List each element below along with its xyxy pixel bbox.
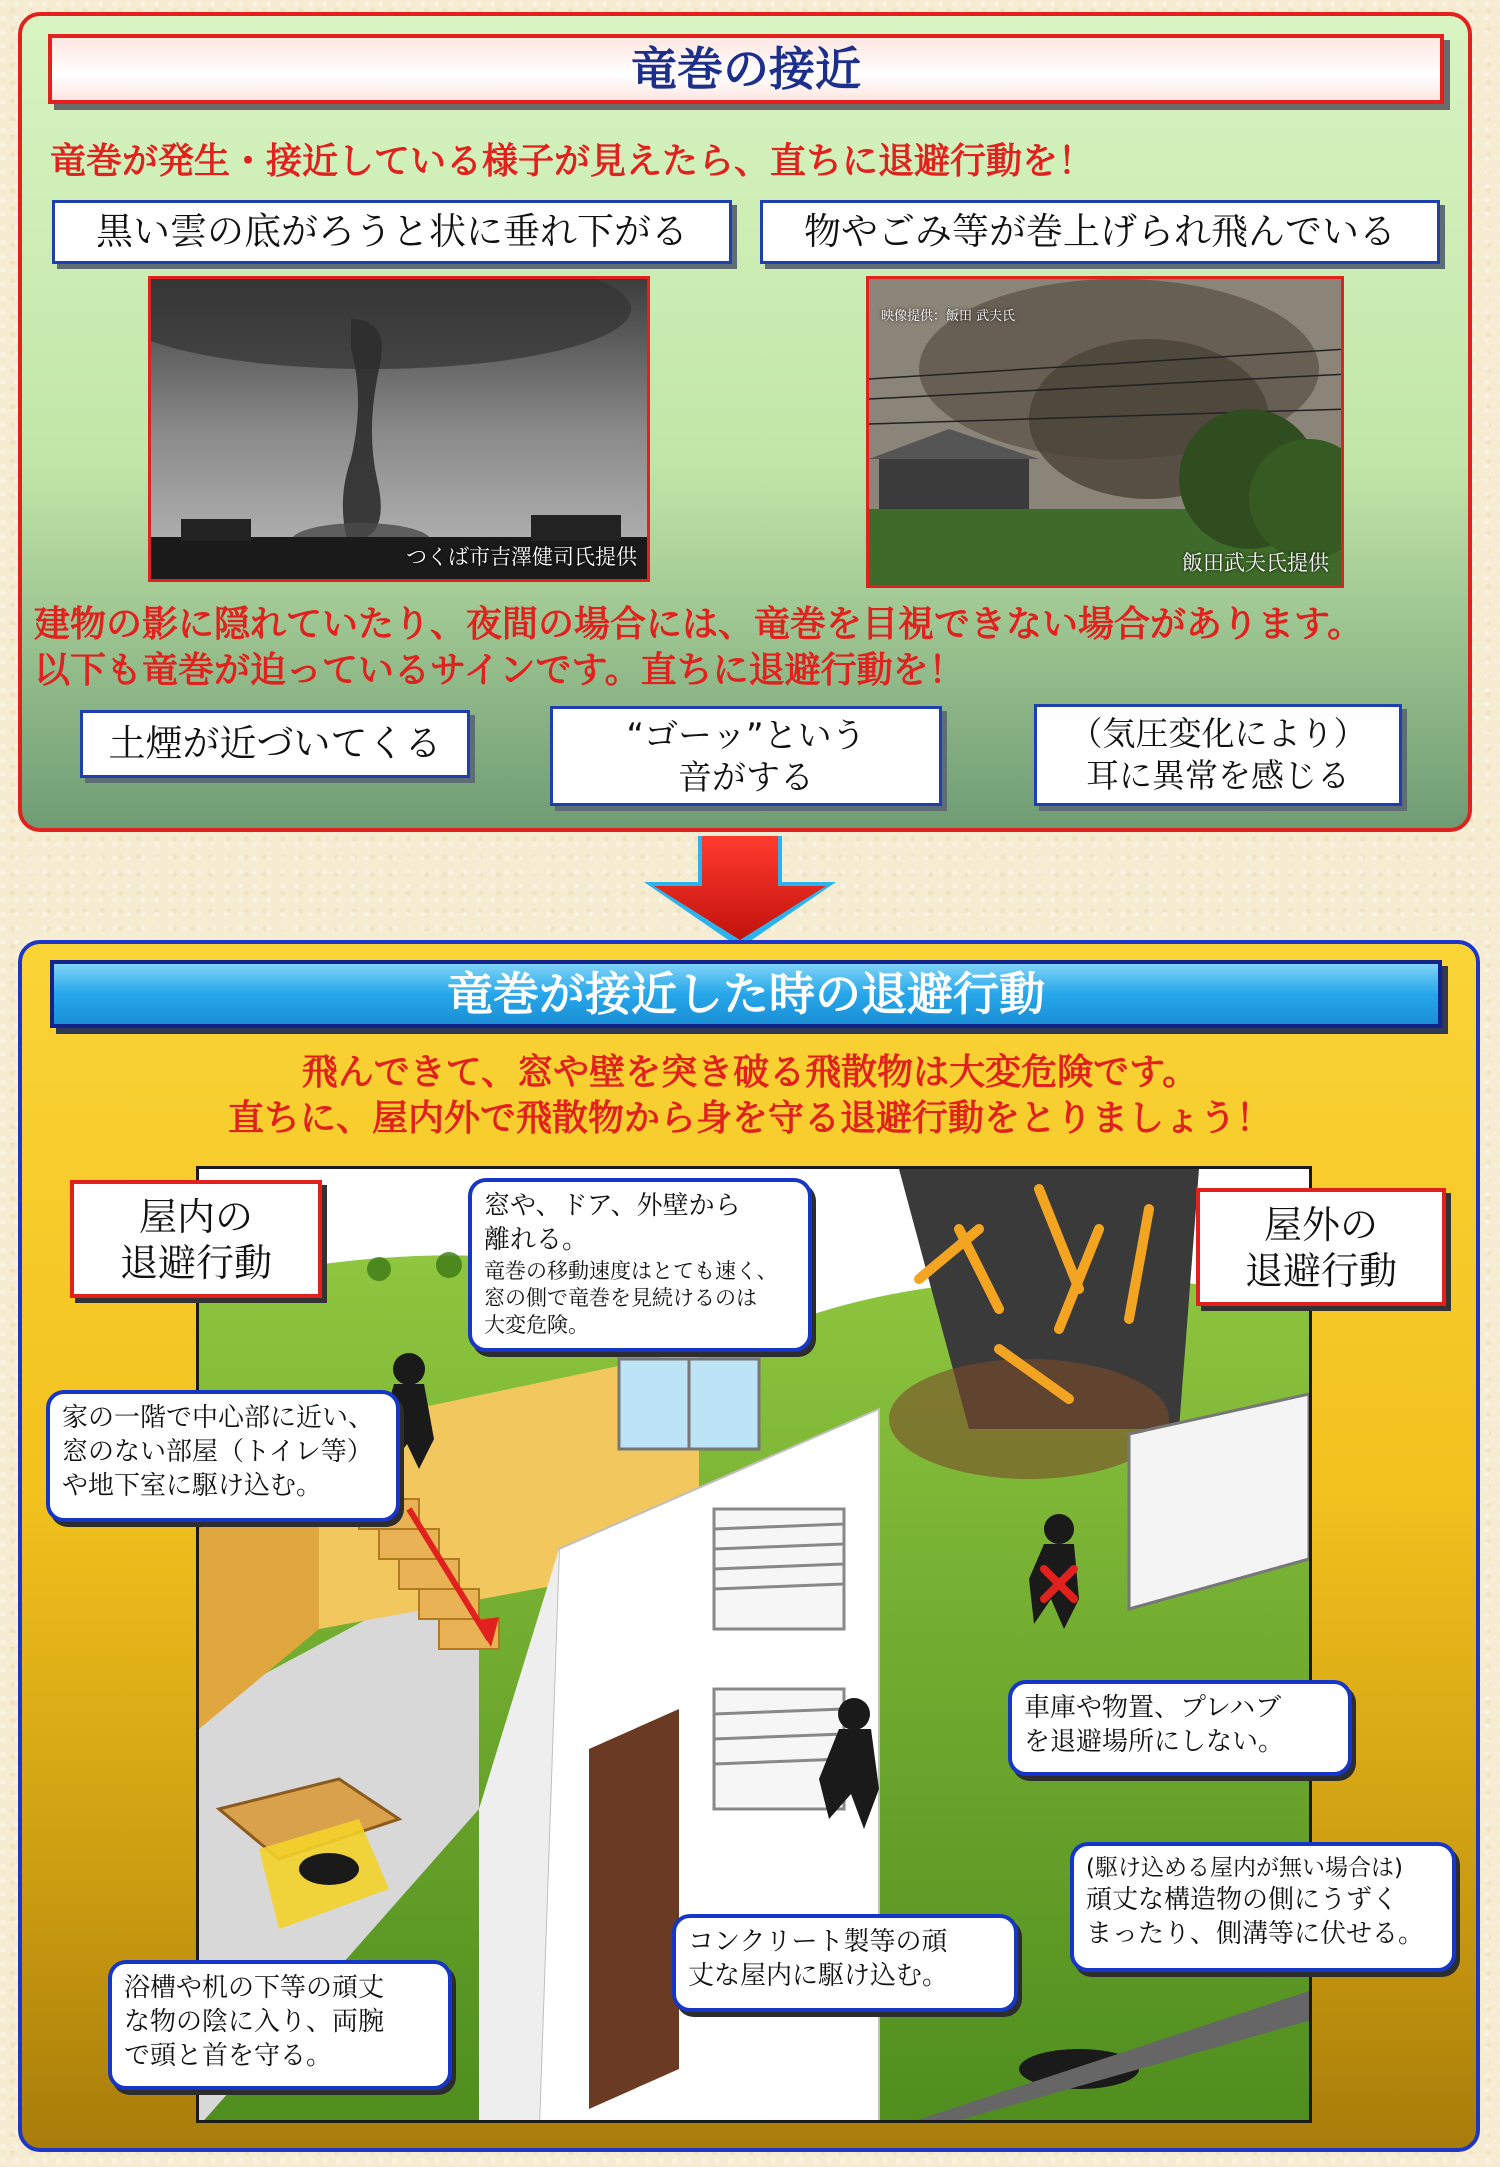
tornado-photo-left	[148, 276, 650, 582]
callout-garage-line-2: を退避場所にしない。	[1024, 1726, 1285, 1757]
indoor-label-line-1: 屋内の	[138, 1195, 253, 1239]
sign-ear-pressure-line-1: （気圧変化により）	[1069, 714, 1367, 753]
callout-windows-note-1: 竜巻の移動速度はとても速く、	[484, 1258, 778, 1283]
sign-dust-cloud	[80, 710, 470, 778]
tornado-debris-image	[869, 279, 1344, 588]
callout-table-line-3: で頭と首を守る。	[124, 2040, 333, 2071]
sign-roaring-sound	[550, 706, 942, 806]
callout-table-line-2: な物の陰に入り、両腕	[124, 2006, 385, 2037]
photo-right-credit: 飯田武夫氏提供	[1182, 551, 1329, 575]
warning-line-2: 以下も竜巻が迫っているサインです。直ちに退避行動を！	[34, 650, 965, 691]
callout-ditch-line-2: 頑丈な構造物の側にうずく	[1086, 1884, 1399, 1915]
callout-garage-line-1: 車庫や物置、プレハブ	[1024, 1693, 1282, 1723]
sign-roaring-sound-line-1: “ゴーッ”という	[626, 716, 866, 756]
callout-table-line-1: 浴槽や机の下等の頑丈	[124, 1973, 385, 2003]
callout-windows-note-2: 窓の側で竜巻を見続けるのは	[484, 1285, 757, 1310]
sign-funnel-cloud: 黒い雲の底がろうと状に垂れ下がる	[52, 200, 732, 264]
callout-ditch-line-3: まったり、側溝等に伏せる。	[1086, 1918, 1425, 1949]
callout-first-floor-line-3: や地下室に駆け込む。	[62, 1470, 323, 1501]
callout-first-floor-line-1: 家の一階で中心部に近い、	[62, 1403, 375, 1433]
callout-under-table	[108, 1960, 452, 2090]
approach-title: 竜巻の接近	[48, 34, 1444, 104]
approach-lead: 竜巻が発生・接近している様子が見えたら、直ちに退避行動を！	[50, 141, 1095, 182]
callout-first-floor-room	[46, 1390, 400, 1522]
evacuation-lead-1: 飛んできて、窓や壁を突き破る飛散物は大変危険です。	[301, 1052, 1199, 1093]
callout-concrete-line-2: 丈な屋内に駆け込む。	[688, 1960, 949, 1991]
callout-windows-line-1: 窓や、ドア、外壁から	[484, 1191, 741, 1221]
callout-concrete-building	[672, 1914, 1018, 2012]
callout-avoid-garage	[1008, 1680, 1352, 1776]
down-arrow-icon	[640, 836, 840, 948]
outdoor-evacuation-label	[1196, 1188, 1446, 1306]
outdoor-label-line-1: 屋外の	[1263, 1203, 1378, 1247]
evacuation-lead-2: 直ちに、屋内外で飛散物から身を守る退避行動をとりましょう！	[227, 1098, 1272, 1139]
indoor-label-line-2: 退避行動	[119, 1241, 272, 1286]
callout-crouch-in-ditch	[1070, 1842, 1456, 1972]
evacuation-title: 竜巻が接近した時の退避行動	[50, 960, 1442, 1028]
callout-first-floor-line-2: 窓のない部屋（トイレ等）	[62, 1436, 373, 1467]
sign-ear-pressure	[1034, 704, 1402, 806]
callout-ditch-line-1: (駆け込める屋内が無い場合は)	[1086, 1855, 1403, 1881]
sign-dust-cloud-text: 土煙が近づいてくる	[108, 722, 442, 765]
callout-windows-note-3: 大変危険。	[484, 1313, 589, 1338]
sign-roaring-sound-line-2: 音がする	[678, 758, 814, 798]
indoor-evacuation-label	[70, 1180, 322, 1298]
sign-flying-debris: 物やごみ等が巻上げられ飛んでいる	[760, 200, 1440, 264]
callout-away-from-windows	[468, 1178, 812, 1352]
sign-ear-pressure-line-2: 耳に異常を感じる	[1086, 756, 1350, 795]
tornado-funnel-image	[151, 279, 650, 582]
photo-right-caption: 映像提供：飯田 武夫氏	[881, 309, 1016, 324]
tornado-photo-right	[866, 276, 1344, 588]
photo-left-credit: つくば市吉澤健司氏提供	[406, 545, 637, 569]
callout-windows-line-2: 離れる。	[484, 1224, 589, 1255]
warning-line-1: 建物の影に隠れていたり、夜間の場合には、竜巻を目視できない場合があります。	[34, 604, 1364, 645]
callout-concrete-line-1: コンクリート製等の頑	[688, 1927, 948, 1957]
outdoor-label-line-2: 退避行動	[1244, 1249, 1397, 1294]
